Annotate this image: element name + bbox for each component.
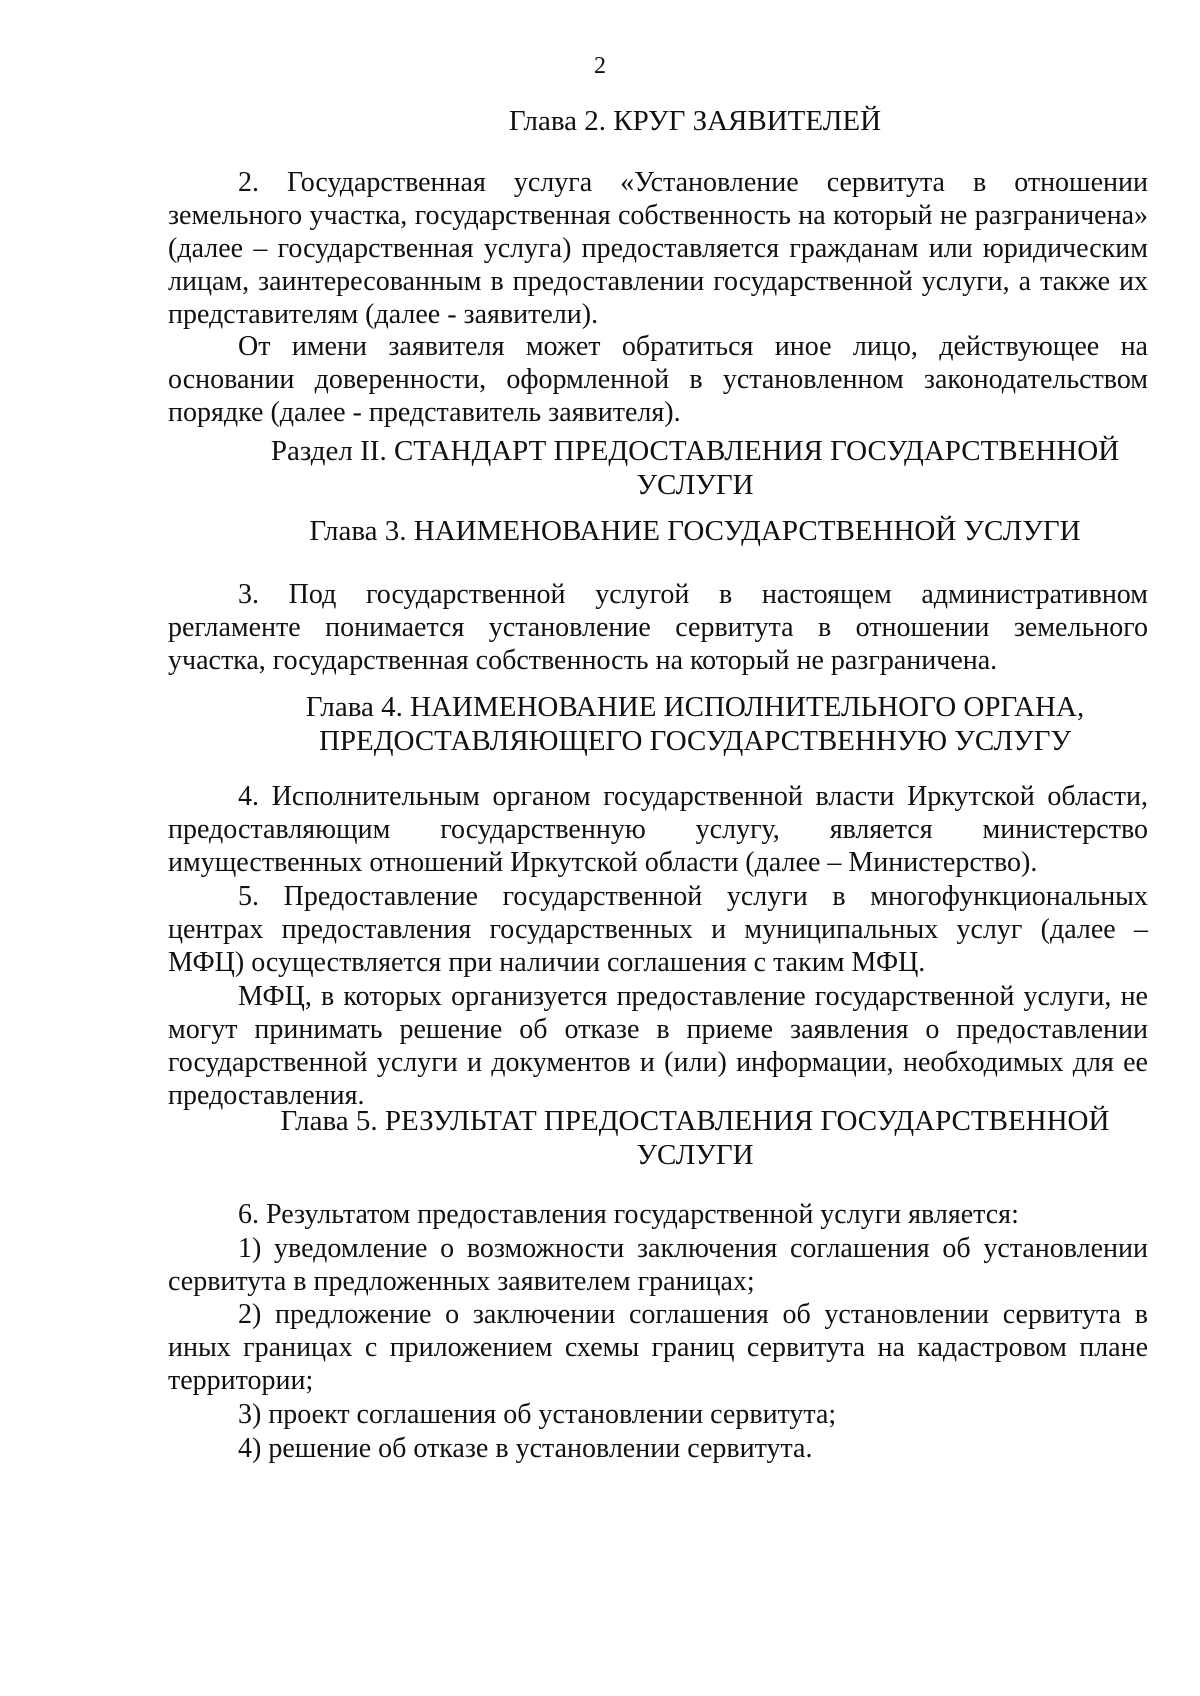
section-2-heading-line-2: УСЛУГИ [636, 469, 754, 501]
result-item-2: 2) предложение о заключении соглашения об установлении сервитута в иных границах с приложением схемы границ сервитута на кадастровом плане территории; [168, 1299, 1148, 1396]
result-item-4: 4) решение об отказе в установлении сервитута. [238, 1433, 813, 1464]
chapter-4-paragraph-2: 5. Предоставление государственной услуги в многофункциональных центрах предоставления государственных и муниципальных услуг (далее – МФЦ) осуществляется при наличии соглашения с таким МФЦ. [168, 881, 1148, 978]
result-item-3: 3) проект соглашения об установлении сервитута; [238, 1399, 837, 1430]
chapter-4-paragraph-3: МФЦ, в которых организуется предоставление государственной услуги, не могут принимать решение об отказе в приеме заявления о предоставлении государственной услуги и документов и (или) информации, необходимых для ее предоставления. [168, 981, 1148, 1111]
page-number: 2 [594, 53, 606, 79]
chapter-2-paragraph-2: От имени заявителя может обратиться иное лицо, действующее на основании доверенности, оформленной в установленном законодательством порядке (далее - представитель заявителя). [168, 331, 1148, 428]
chapter-5-heading-line-1: Глава 5. РЕЗУЛЬТАТ ПРЕДОСТАВЛЕНИЯ ГОСУДАРСТВЕННОЙ [280, 1105, 1110, 1137]
chapter-5-heading-line-2: УСЛУГИ [636, 1139, 754, 1171]
result-item-1: 1) уведомление о возможности заключения соглашения об установлении сервитута в предложенных заявителем границах; [168, 1233, 1148, 1297]
section-2-heading-line-1: Раздел II. СТАНДАРТ ПРЕДОСТАВЛЕНИЯ ГОСУДАРСТВЕННОЙ [270, 435, 1120, 467]
chapter-4-paragraph-1: 4. Исполнительным органом государственной власти Иркутской области, предоставляющим государственную услугу, является министерство имущественных отношений Иркутской области (далее – Министерство). [168, 781, 1148, 878]
chapter-4-heading-line-2: ПРЕДОСТАВЛЯЮЩЕГО ГОСУДАРСТВЕННУЮ УСЛУГУ [318, 725, 1072, 757]
chapter-5-intro: 6. Результатом предоставления государственной услуги является: [238, 1199, 1019, 1230]
chapter-2-paragraph-1: 2. Государственная услуга «Установление сервитута в отношении земельного участка, государственная собственность на который не разграничена» (далее – государственная услуга) предоставляется гражданам или юридическим лицам, заинтересованным в предоставлении государственной услуги, а также их представителям (далее - заявители). [168, 167, 1148, 330]
chapter-3-heading: Глава 3. НАИМЕНОВАНИЕ ГОСУДАРСТВЕННОЙ УСЛУГИ [309, 515, 1081, 547]
chapter-3-paragraph-1: 3. Под государственной услугой в настоящем административном регламенте понимается установление сервитута в отношении земельного участка, государственная собственность на который не разграничена. [168, 579, 1148, 676]
chapter-2-heading: Глава 2. КРУГ ЗАЯВИТЕЛЕЙ [508, 105, 882, 137]
chapter-4-heading-line-1: Глава 4. НАИМЕНОВАНИЕ ИСПОЛНИТЕЛЬНОГО ОРГАНА, [305, 691, 1085, 723]
